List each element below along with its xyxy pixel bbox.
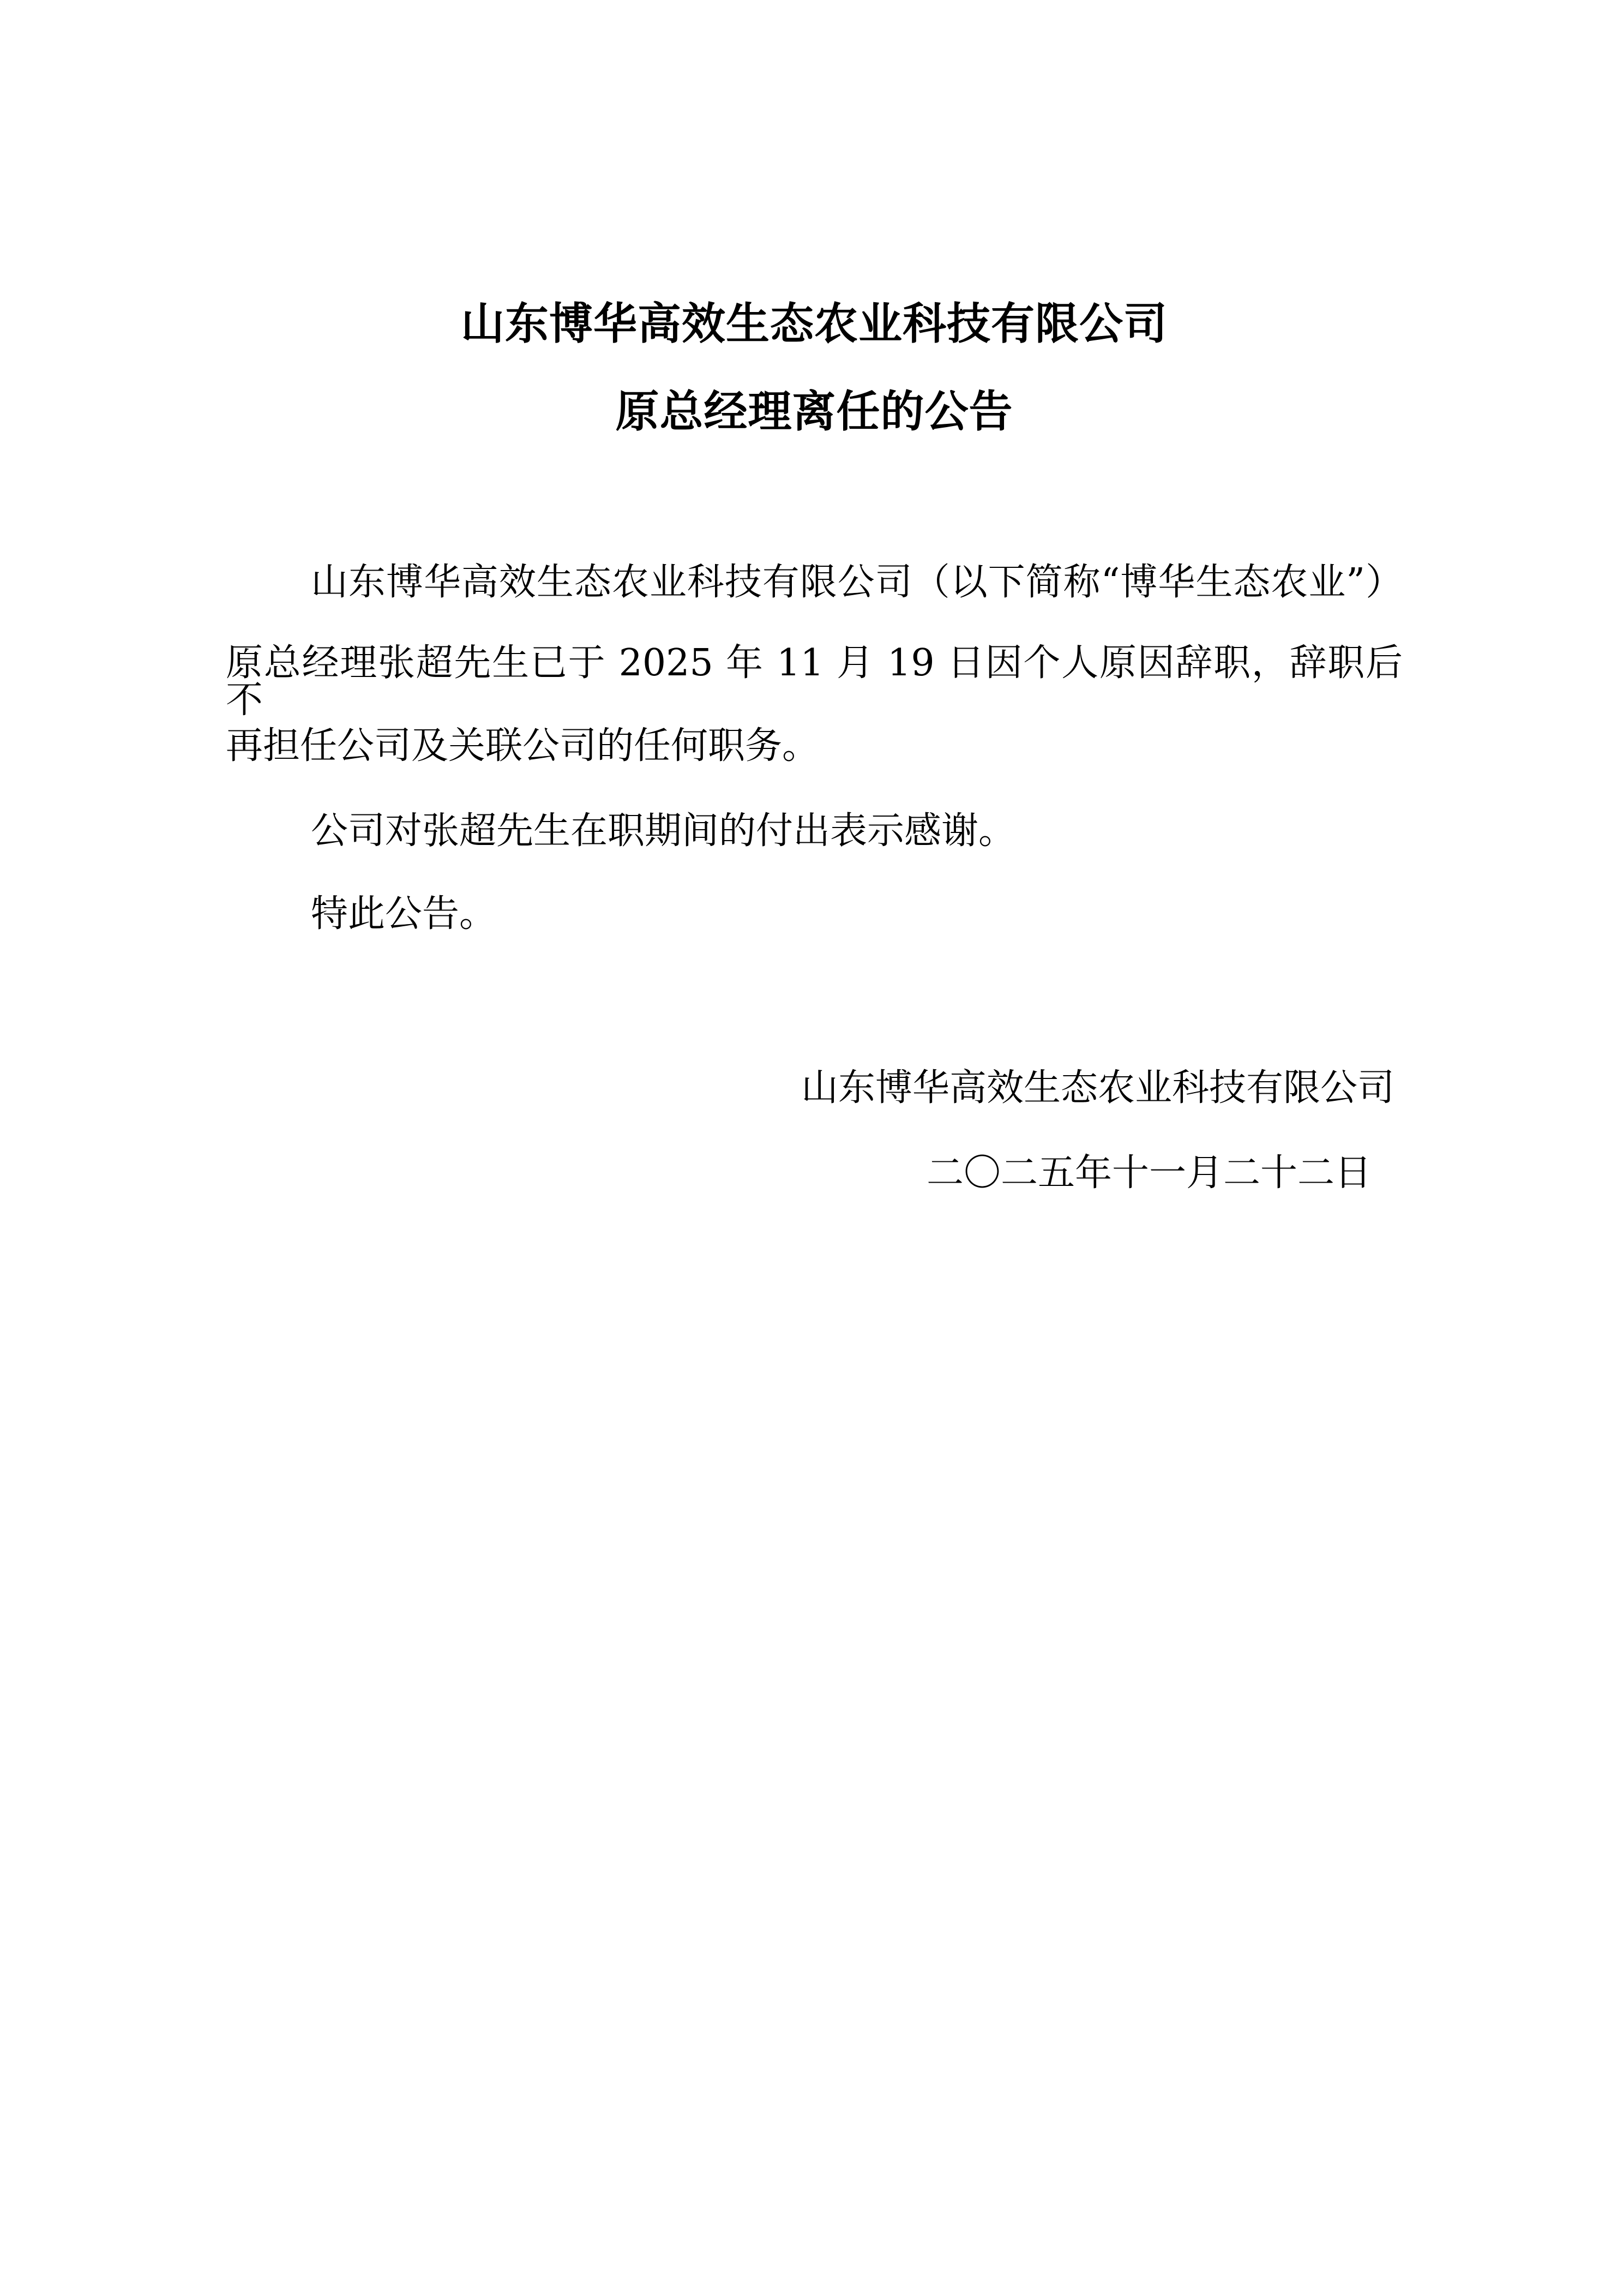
paragraph-1-line-2: 原总经理张超先生已于 2025 年 11 月 19 日因个人原因辞职，辞职后不 (226, 642, 1403, 722)
paragraph-2-line-1: 公司对张超先生在职期间的付出表示感谢。 (311, 810, 1016, 853)
signature-company-name: 山东博华高效生态农业科技有限公司 (801, 1066, 1394, 1110)
document-title-line-1: 山东博华高效生态农业科技有限公司 (461, 298, 1168, 349)
paragraph-1-line-3: 再担任公司及关联公司的任何职务。 (226, 724, 820, 768)
document-title-line-2: 原总经理离任的公告 (615, 386, 1013, 437)
paragraph-1-line-1: 山东博华高效生态农业科技有限公司（以下简称“博华生态农业”） (311, 561, 1403, 604)
signature-date: 二〇二五年十一月二十二日 (926, 1152, 1372, 1195)
paragraph-3-line-1: 特此公告。 (311, 892, 497, 936)
